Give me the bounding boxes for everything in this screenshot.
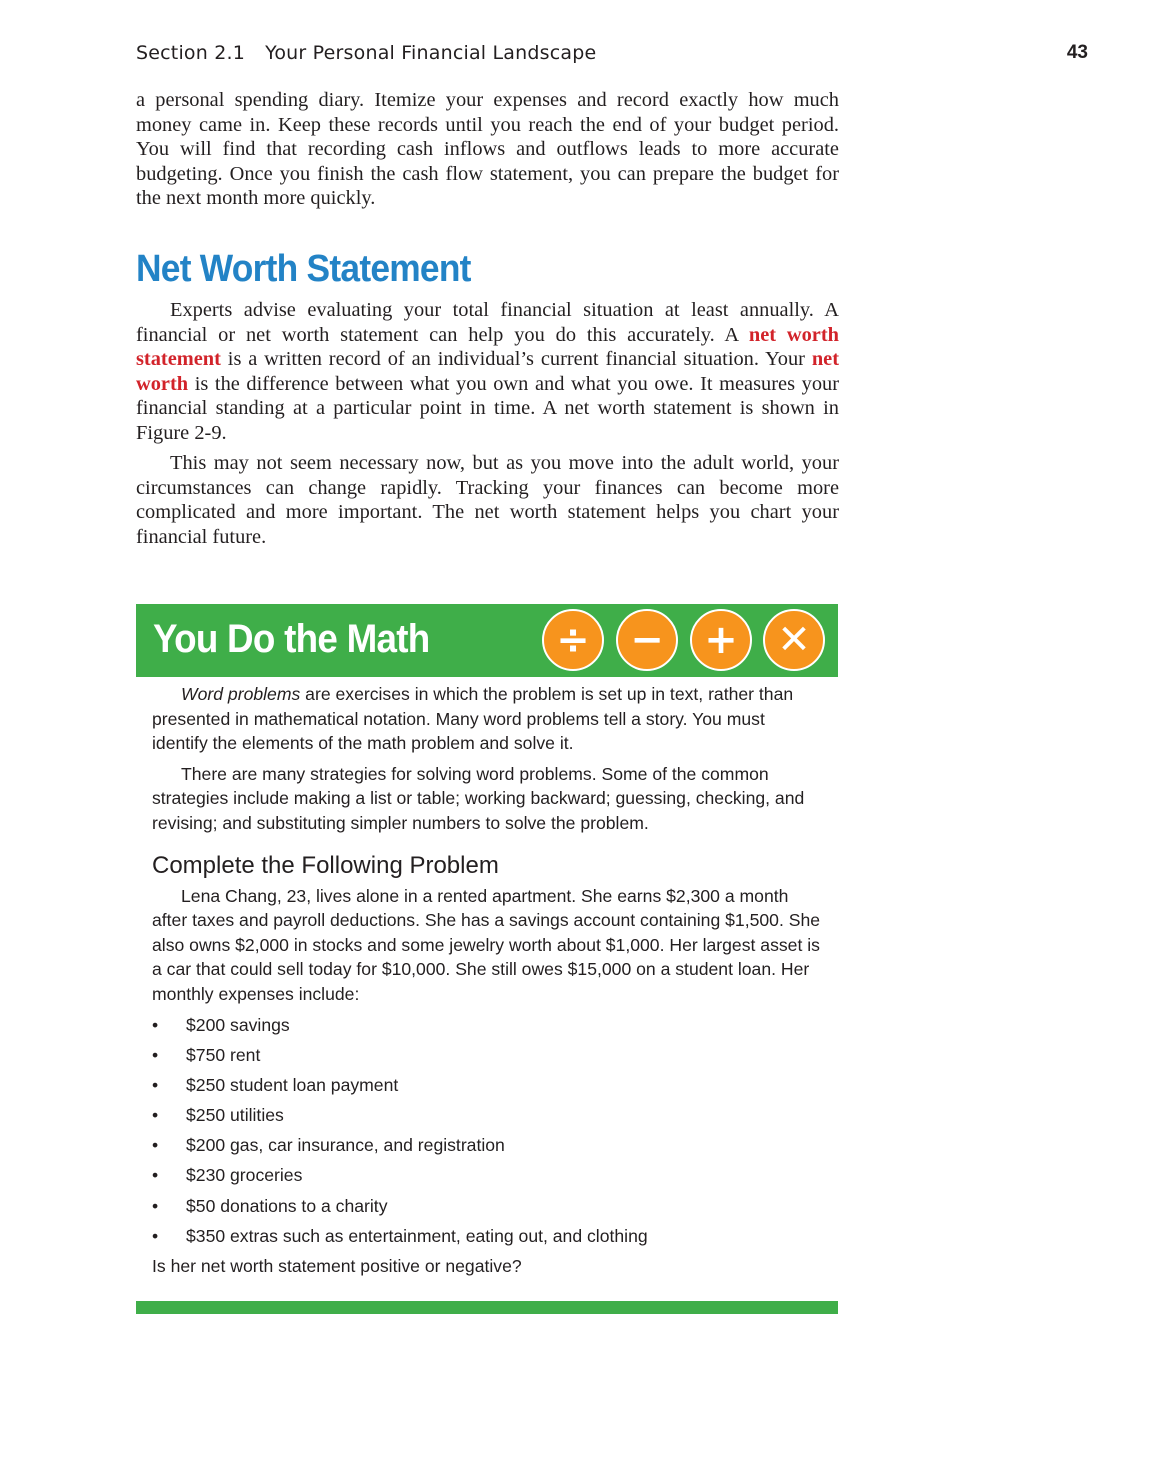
- problem-paragraph: Lena Chang, 23, lives alone in a rented apartment. She earns $2,300 a month after taxes and payroll deductions. She has a savings account containing $1,500. She also owns $2,000 in stocks and some jewelry worth about $1,000. Her largest asset is a car that could sell today for $10,000. She still owes $15,000 on a student loan. Her monthly expenses include:: [152, 885, 821, 1004]
- minus-icon: −: [616, 609, 678, 671]
- math-feature-banner: [136, 604, 838, 677]
- net-worth-paragraph-1: Experts advise evaluating your total financial situation at least annually. A financial or net worth statement can help you do this accurately. A net worth statement is a written record of an individual’s current financial situation. Your net worth is the difference between what you own and what you owe. It measures your financial standing at a particular point in time. A net worth statement is shown in Figure 2-9.: [136, 299, 839, 444]
- multiply-icon: ✕: [763, 609, 825, 671]
- list-item: • $350 extras such as entertainment, eating out, and clothing: [152, 1224, 824, 1254]
- problem-heading: Complete the Following Problem: [152, 851, 499, 879]
- list-item: • $250 student loan payment: [152, 1073, 824, 1103]
- math-feature-footer-bar: [136, 1301, 838, 1314]
- bullet: •: [152, 1165, 159, 1186]
- net-worth-paragraph-2: This may not seem necessary now, but as you move into the adult world, your circumstances can change rapidly. Tracking your finances can become more complicated and more important. The net worth statement helps you chart your financial future.: [136, 452, 839, 548]
- divide-icon: ÷: [542, 609, 604, 671]
- running-head: [136, 42, 596, 64]
- list-item: • $200 gas, car insurance, and registration: [152, 1133, 824, 1163]
- intro-paragraph: a personal spending diary. Itemize your expenses and record exactly how much money came in. Keep these records until you reach the end of your budget period. You will find that recording cash inflows and outflows leads to more accurate budgeting. Once you finish the cash flow statement, you can prepare the budget for the next month more quickly.: [136, 89, 839, 209]
- key-term-net-worth-statement: net worth statement: [136, 323, 839, 370]
- math-feature-body: [152, 682, 824, 1279]
- list-item: • $230 groceries: [152, 1163, 824, 1193]
- list-item: • $750 rent: [152, 1043, 824, 1073]
- bullet: •: [152, 1074, 159, 1095]
- problem-question: Is her net worth statement positive or negative?: [152, 1256, 522, 1277]
- word-problems-term: Word problems: [181, 684, 301, 704]
- bullet: •: [152, 1014, 159, 1035]
- section-heading: Net Worth Statement: [136, 248, 471, 290]
- net-worth-body: [136, 298, 839, 549]
- word-problems-paragraph: Word problems are exercises in which the problem is set up in text, rather than presented in mathematical notation. Many word problems tell a story. You must identify the elements of the math problem and solve it.: [152, 684, 794, 754]
- plus-icon: +: [690, 609, 752, 671]
- expense-list: [152, 1013, 824, 1255]
- bullet: •: [152, 1105, 159, 1126]
- intro-text: [136, 88, 839, 211]
- page-number: 43: [1066, 42, 1088, 63]
- list-item: • $200 savings: [152, 1013, 824, 1043]
- bullet: •: [152, 1195, 159, 1216]
- bullet: •: [152, 1225, 159, 1246]
- bullet: •: [152, 1135, 159, 1156]
- section-number: Section 2.1: [136, 42, 246, 64]
- strategies-paragraph: There are many strategies for solving word problems. Some of the common strategies include making a list or table; working backward; guessing, checking, and revising; and substituting simpler numbers to solve the problem.: [152, 763, 805, 833]
- bullet: •: [152, 1044, 159, 1065]
- section-title: Your Personal Financial Landscape: [265, 42, 597, 64]
- math-feature-title: You Do the Math: [153, 617, 430, 661]
- key-term-net-worth: net worth: [136, 348, 839, 395]
- list-item: • $250 utilities: [152, 1103, 824, 1133]
- list-item: • $50 donations to a charity: [152, 1194, 824, 1224]
